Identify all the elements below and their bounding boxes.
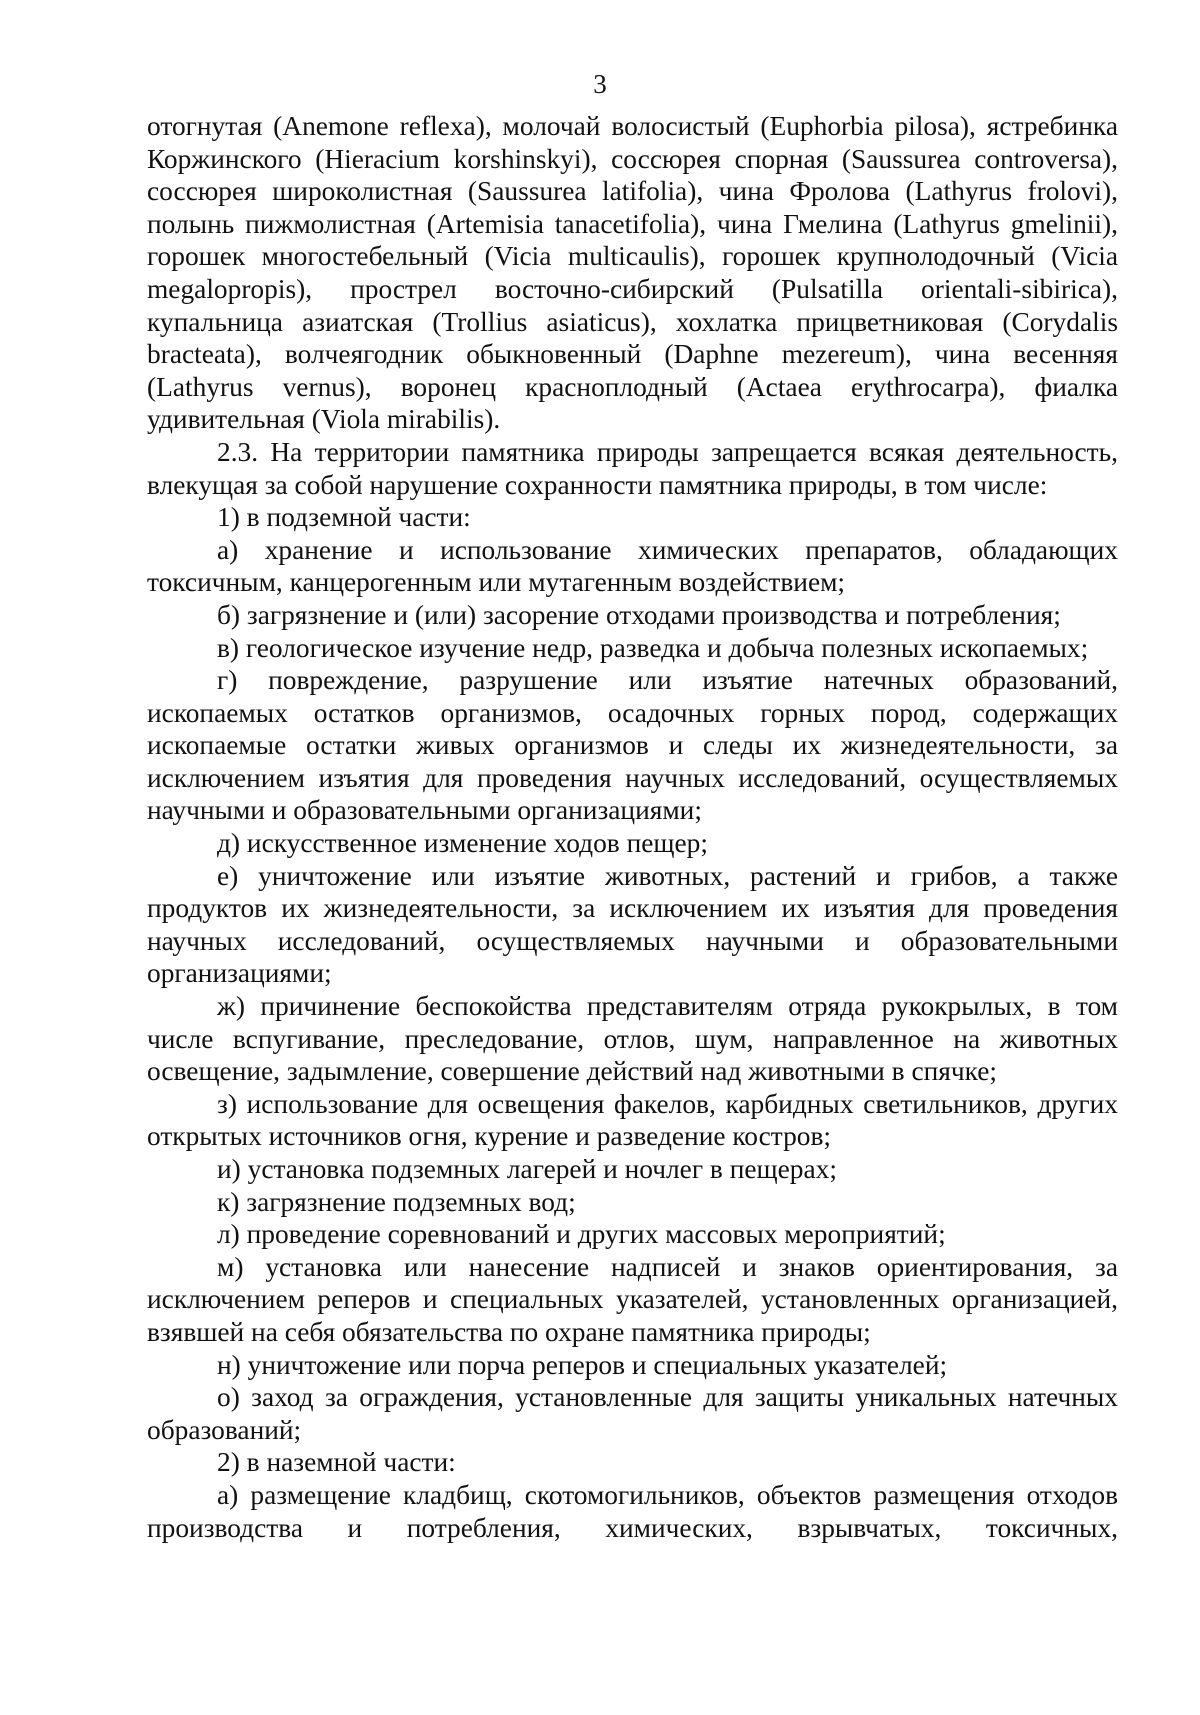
paragraph: в) геологическое изучение недр, разведка и добыча полезных ископаемых;: [217, 632, 1089, 663]
paragraph: а) хранение и использование химических препаратов, обладающих токсичным, канцерогенным или мутагенным воздействием;: [147, 534, 1118, 598]
paragraph: 2) в наземной части:: [217, 1447, 456, 1478]
paragraph: е) уничтожение или изъятие животных, растений и грибов, а также продуктов их жизнедеятельности, за исключением их изъятия для проведения научных исследований, осуществляемых научными и образовательными организациями;: [147, 860, 1118, 989]
paragraph: з) использование для освещения факелов, карбидных светильников, других открытых источников огня, курение и разведение костров;: [147, 1088, 1118, 1152]
page-number: 3: [593, 69, 607, 99]
paragraph: г) повреждение, разрушение или изъятие натечных образований, ископаемых остатков организмов, осадочных горных пород, содержащих ископаемые остатки живых организмов и следы их жизнедеятельности, за исключением изъятия для проведения научных исследований, осуществляемых научными и образовательными организациями;: [147, 665, 1118, 826]
paragraph: 1) в подземной части:: [217, 502, 471, 533]
paragraph: и) установка подземных лагерей и ночлег в пещерах;: [217, 1154, 837, 1184]
paragraph: м) установка или нанесение надписей и знаков ориентирования, за исключением реперов и специальных указателей, установленных организацией, взявшей на себя обязательства по охране памятника природы;: [147, 1251, 1118, 1347]
paragraph: ж) причинение беспокойства представителям отряда рукокрылых, в том числе вспугивание, преследование, отлов, шум, направленное на животных освещение, задымление, совершение действий над животными в спячке;: [147, 991, 1118, 1087]
paragraph: л) проведение соревнований и других массовых мероприятий;: [217, 1219, 946, 1250]
paragraph: к) загрязнение подземных вод;: [217, 1186, 576, 1217]
paragraph: д) искусственное изменение ходов пещер;: [217, 828, 708, 859]
paragraph: б) загрязнение и (или) засорение отходами производства и потребления;: [217, 599, 1061, 630]
paragraph: отогнутая (Anemone reflexa), молочай волосистый (Euphorbia pilosa), ястребинка Коржинского (Hieracium korshinskyi), соссюрея спорная (Saussurea controversa), соссюрея широколистная (Saussurea latifolia), чина Фролова (Lathyrus frolovi), полынь пижмолистная (Artemisia tanacetifolia), чина Гмелина (Lathyrus gmelinii), горошек многостебельный (Vicia multicaulis), горошек крупнолодочный (Vicia megalopropis), прострел восточно-сибирский (Pulsatilla orientali-sibirica), купальница азиатская (Trollius asiaticus), хохлатка прицветниковая (Corydalis bracteata), волчеягодник обыкновенный (Daphne mezereum), чина весенняя (Lathyrus vernus), воронец краснoплодный (Actaea erythrocarpa), фиалка удивительная (Viola mirabilis).: [147, 111, 1118, 435]
document-body: [147, 110, 1118, 1544]
paragraph: а) размещение кладбищ, скотомогильников, объектов размещения отходов производства и потребления, химических, взрывчатых, токсичных,: [147, 1479, 1118, 1543]
paragraph: 2.3. На территории памятника природы запрещается всякая деятельность, влекущая за собой нарушение сохранности памятника природы, в том числе:: [147, 436, 1118, 500]
paragraph: н) уничтожение или порча реперов и специальных указателей;: [217, 1349, 948, 1380]
paragraph: о) заход за ограждения, установленные для защиты уникальных натечных образований;: [147, 1382, 1118, 1445]
